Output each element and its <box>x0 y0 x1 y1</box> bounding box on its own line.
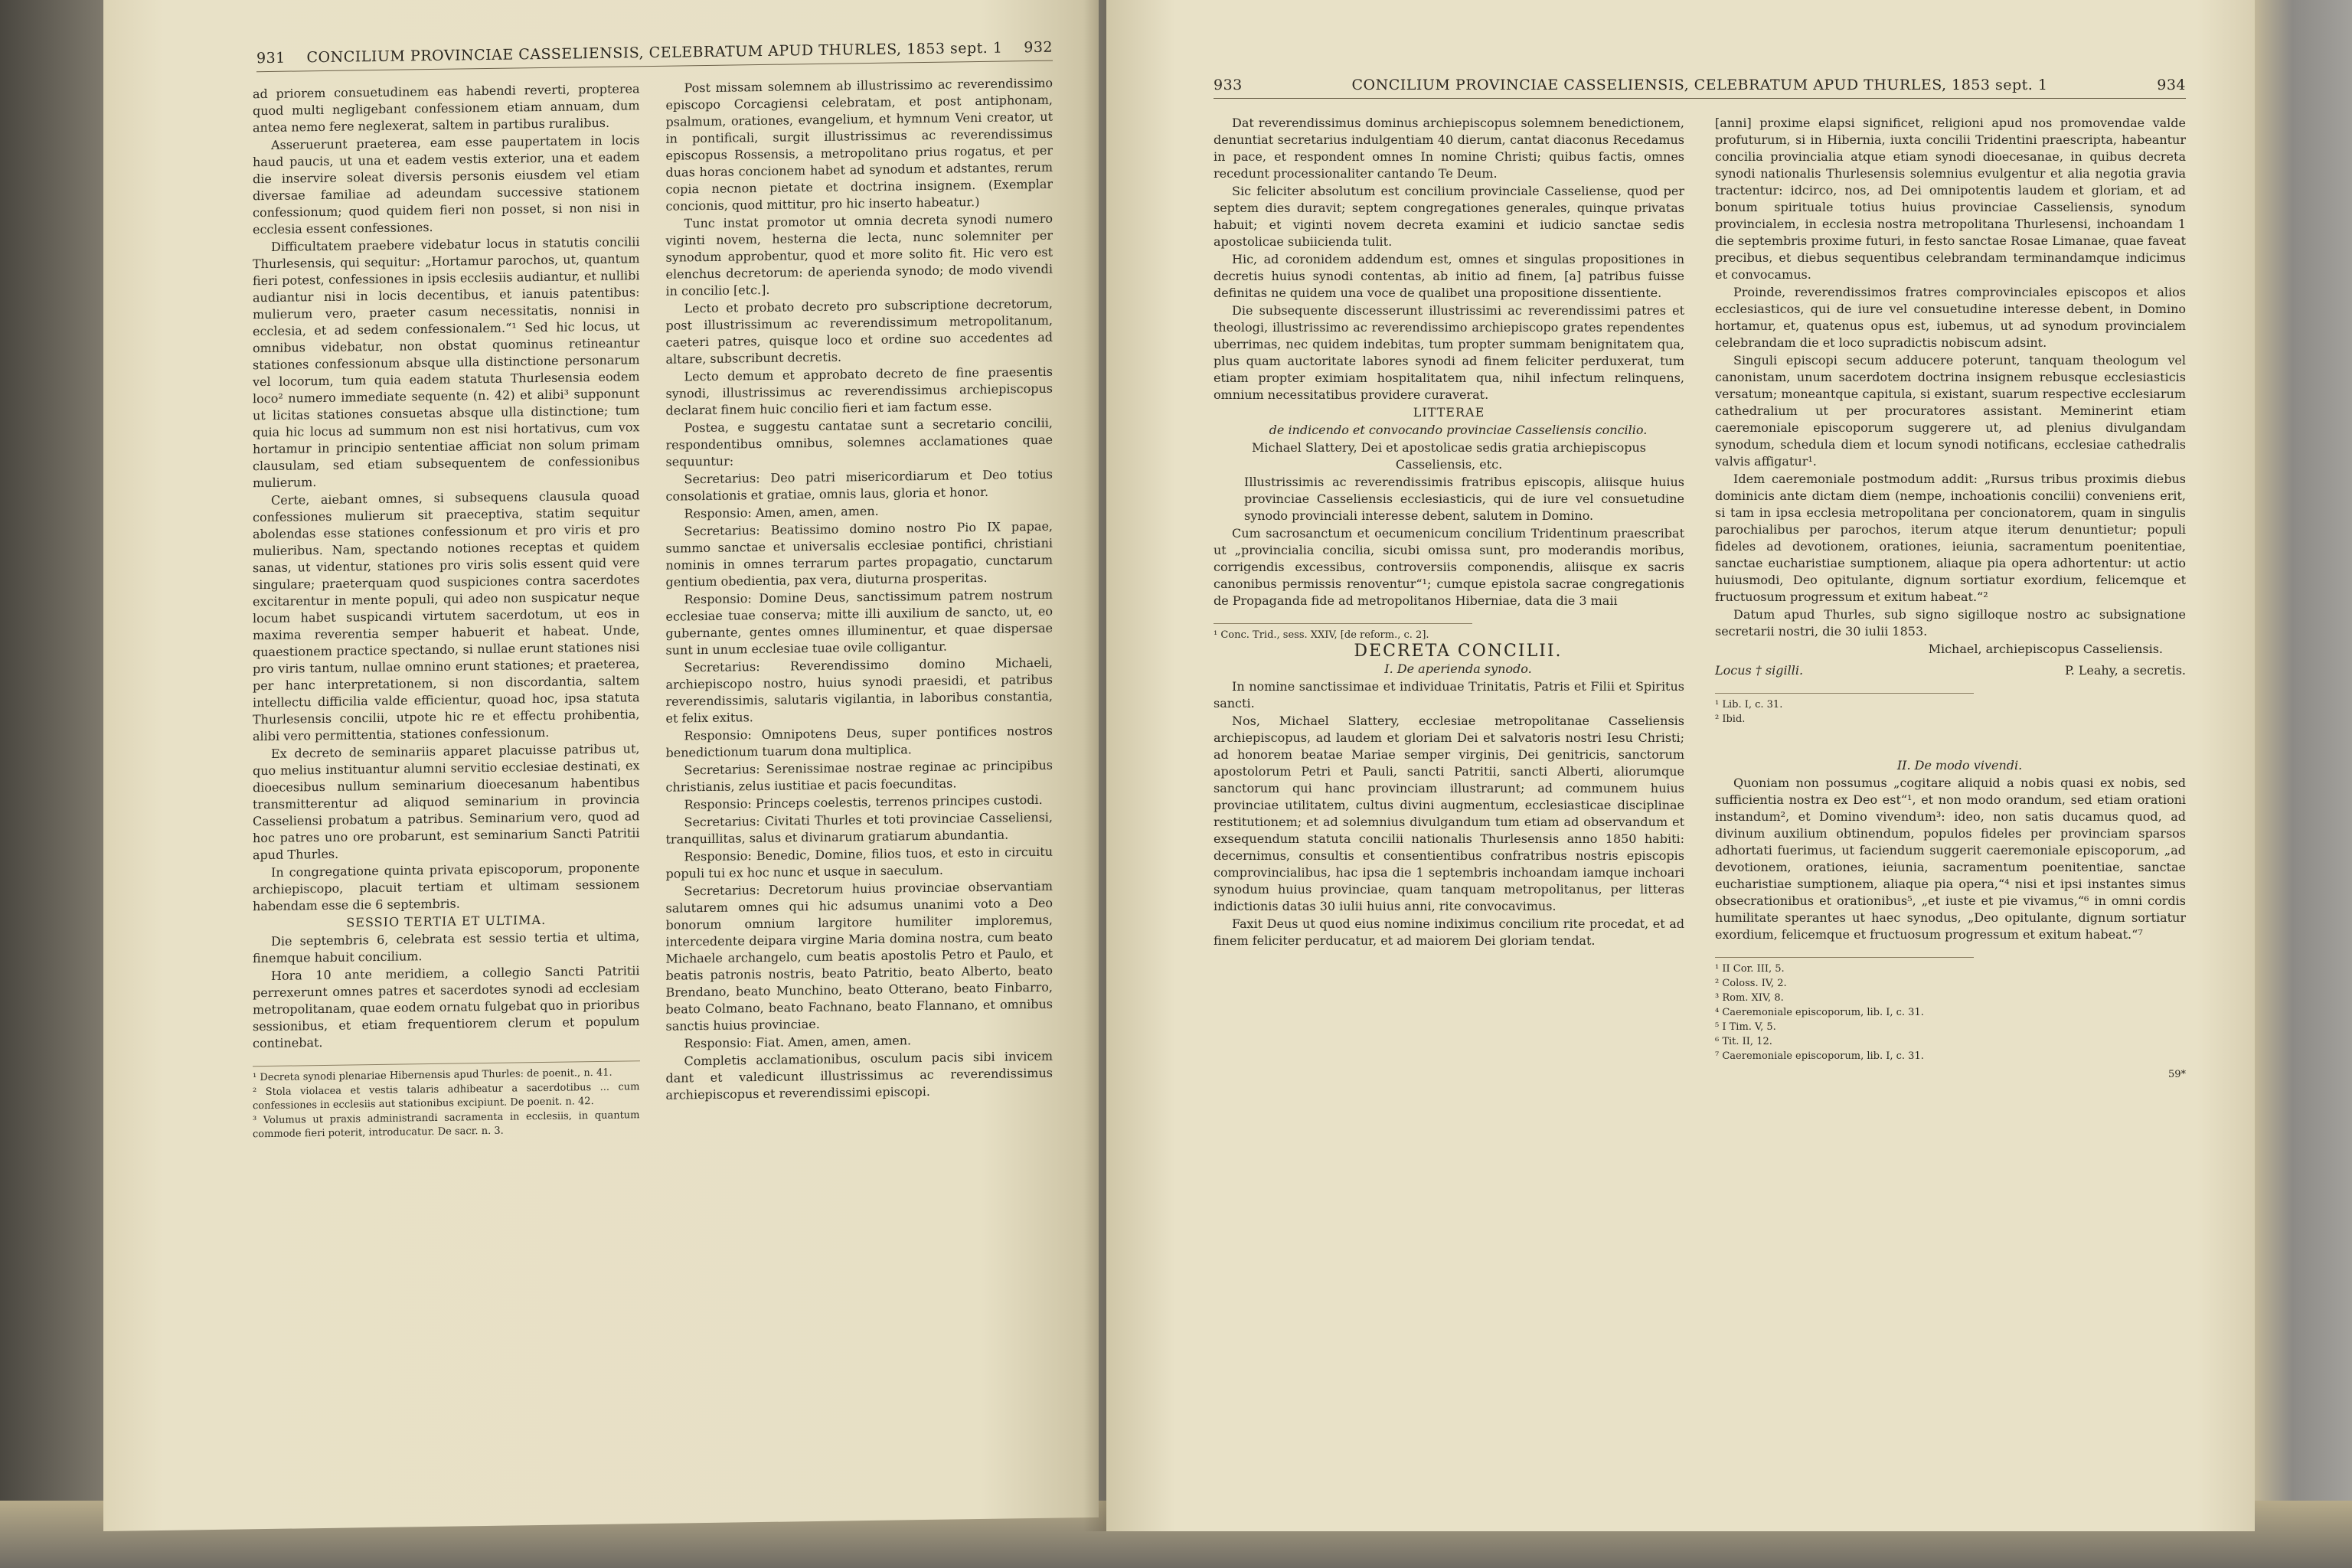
paragraph: Secretarius: Beatissimo domino nostro Pio IX papae, summo sanctae et universalis ecclesiae pontifici, christiani nominis in omnes terrarum partes propagatio, cunctarum gentium obedientia, pax vera, diuturna prosperitas. <box>665 518 1053 590</box>
seal-label: Locus † sigilli. <box>1715 663 1804 678</box>
letter-subtitle: de indicendo et convocando provinciae Casseliensis concilio. <box>1269 423 1648 437</box>
paragraph: Proinde, reverendissimos fratres comprovinciales episcopos et alios ecclesiasticos, qui de iure vel consuetudine interesse debent, in Domino hortamur, et, quatenus opus est, iubemus, ut ad synodum provincialem celebrandam die et loco supradictis nobiscum adsint. <box>1715 285 2186 350</box>
letter-title: LITTERAE <box>1413 405 1485 420</box>
left-page <box>103 0 1099 1531</box>
paragraph: Difficultatem praebere videbatur locus in statutis concilii Thurlesensis, qui sequitur: „Hortamur parochos, ut, quantum fieri potest, confessiones in ipsis ecclesiis audiantur, et nullibi audiantur nisi in locis decentibus, et ianuis patentibus: mulierum vero, praeter casum necessitatis, nonnisi in ecclesia, et ad sedem confessionalem.“¹ Sed hic locus, ut omnibus videbatur, non obstat quominus retineantur stationes confessionum absque ulla distinctione personarum vel locorum, tum quia eadem statuta Thurlesensia eodem loco² numero immediate sequente (n. 42) et alibi³ supponunt ut licitas stationes consuetas absque ulla distinctione; tum quia hic locus ad summum non est nisi hortativus, cum vox hortamur in principio sententiae afficiat non solum primam clausulam, sed etiam subsequentem de confessionibus mulierum. <box>253 234 640 491</box>
section-heading: SESSIO TERTIA ET ULTIMA. <box>346 912 547 930</box>
paragraph: Lecto et probato decreto pro subscriptione decretorum, post illustrissimum ac reverendissimum metropolitanum, caeteri patres, quisque loco et ordine suo accedentes ad altare, subscribunt decretis. <box>665 296 1053 367</box>
paragraph: Die subsequente discesserunt illustrissimi ac reverendissimi patres et theologi, illustrissimo ac reverendissimo archiepiscopo grates rependentes uberrimas, nec quidem indebitas, tum propter summam benignitatem qua, plus quam auctoritate labores synodi ad finem feliciter perduxerat, tum etiam propter eximiam hospitalitatem qua, nihil infectum relinquens, omnium necessitatibus providere curaverat. <box>1214 303 1684 402</box>
paragraph: In congregatione quinta privata episcoporum, proponente archiepiscopo, placuit tertiam et ultimam sessionem habendam esse die 6 septembris. <box>253 860 640 914</box>
footnote: ¹ Conc. Trid., sess. XXIV, [de reform., c. 2]. <box>1214 629 1429 641</box>
secretary-signature: P. Leahy, a secretis. <box>2065 663 2186 678</box>
paragraph: Cum sacrosanctum et oecumenicum concilium Tridentinum praescribat ut „provincialia concilia, sicubi omissa sunt, pro moderandis moribus, corrigendis excessibus, controversiis componendis, aliisque ex sacris canonibus permissis renoventur“¹; cumque epistola sacrae congregationis de Propaganda fide ad metropolitanos Hiberniae, data die 3 maii <box>1214 526 1684 608</box>
paragraph: Singuli episcopi secum adducere poterunt, tanquam theologum vel canonistam, unum sacerdotem doctrina insignem rebusque ecclesiasticis versatum; moneantque capitula, si existant, suarum respective ecclesiarum cathedralium ut per procuratores assistant. Meminerint etiam caeremoniale episcoporum suggerere ut, ad plenius divulgandam synodum, schedula diem et locum synodi notificans, ecclesiae cathedralis valvis affigatur¹. <box>1715 353 2186 469</box>
footnotes <box>253 1060 640 1142</box>
paragraph: Postea, e suggestu cantatae sunt a secretario concilii, respondentibus omnibus, solemnes acclamationes quae sequuntur: <box>665 415 1053 469</box>
paragraph: Asseruerunt praeterea, eam esse paupertatem in locis haud paucis, ut una et eadem vestis exterior, una et eadem die inservire soleat diversis personis eiusdem vel etiam diversae familiae ad adeundam successive stationem confessionum; quod quidem fieri non posset, si non nisi in ecclesia essent confessiones. <box>253 132 640 237</box>
paragraph: Responsio: Benedic, Domine, filios tuos, et esto in circuitu populi tui ex hoc nunc et usque in saeculum. <box>665 844 1053 881</box>
paragraph: Responsio: Fiat. Amen, amen, amen. <box>684 1033 912 1051</box>
paragraph: Sic feliciter absolutum est concilium provinciale Casseliense, quod per septem dies duravit; septem congregationes generales, quinque privatas habuit; et viginti novem decreta examini et iudicio sanctae sedis apostolicae subiicienda tulit. <box>1214 184 1684 249</box>
decree-subheading: II. De modo vivendi. <box>1896 758 2023 773</box>
decreta-title: DECRETA CONCILII. <box>1354 642 1563 661</box>
paragraph: Datum apud Thurles, sub signo sigilloque nostro ac subsignatione secretarii nostri, die 30 iulii 1853. <box>1715 607 2186 639</box>
signature: Michael, archiepiscopus Casseliensis. <box>1928 642 2163 656</box>
paragraph: Lecto demum et approbato decreto de fine praesentis synodi, illustrissimus ac reverendissimus archiepiscopus declarat finem huic concilio fieri et iam factum esse. <box>665 364 1053 418</box>
decree-subheading: I. De aperienda synodo. <box>1384 662 1532 676</box>
paragraph: Secretarius: Civitati Thurles et toti provinciae Casseliensi, tranquillitas, salus et divinarum gratiarum abundantia. <box>665 809 1053 847</box>
signature-mark: 59* <box>2167 1069 2186 1080</box>
right-page <box>1106 0 2255 1531</box>
paragraph: Hic, ad coronidem addendum est, omnes et singulas propositiones in decretis huius synodi contentas, ab initio ad finem, [a] patribus fuisse definitas ne quidem una voce de qualibet una propositione dissentiente. <box>1214 252 1684 300</box>
left-page-number-b: 932 <box>1024 38 1053 57</box>
footnote: ³ Rom. XIV, 8. <box>1715 992 1784 1004</box>
footnotes <box>1715 957 1974 1063</box>
paragraph: Die septembris 6, celebrata est sessio tertia et ultima, finemque habuit concilium. <box>253 929 640 966</box>
background-right-edge <box>2252 0 2352 1568</box>
letter-from: Michael Slattery, Dei et apostolicae sedis gratia archiepiscopus Casseliensis, etc. <box>1251 440 1646 472</box>
footnote: ¹ Decreta synodi plenariae Hibernensis apud Thurles: de poenit., n. 41. <box>253 1067 612 1084</box>
footnote: ⁴ Caeremoniale episcoporum, lib. I, c. 31. <box>1715 1007 1924 1018</box>
footnotes <box>1214 623 1472 642</box>
left-running-head <box>256 39 1053 73</box>
footnote: ² Ibid. <box>1715 714 1746 725</box>
footnotes <box>1715 693 1974 727</box>
left-column-1 <box>253 80 640 1142</box>
footnote: ⁵ I Tim. V, 5. <box>1715 1021 1776 1033</box>
paragraph: Post missam solemnem ab illustrissimo ac reverendissimo episcopo Corcagiensi celebratam, et post antiphonam, psalmum, orationes, evangelium, et hymnum Veni creator, ut in pontificali, surgit illustrissimus ac reverendissimus episcopus Rossensis, a metropolitano prius rogatus, et per duas horas concionem habet ad synodum et adstantes, rerum copia necnon pietate et doctrina insignem. (Exemplar concionis, quod mittitur, pro hic inserto habeatur.) <box>665 75 1053 214</box>
footnote: ¹ Lib. I, c. 31. <box>1715 699 1783 710</box>
paragraph: Completis acclamationibus, osculum pacis sibi invicem dant et valedicunt illustrissimus ac reverendissimus archiepiscopus et reverendissimi episcopi. <box>665 1048 1053 1102</box>
footnote: ⁷ Caeremoniale episcoporum, lib. I, c. 31. <box>1715 1050 1924 1062</box>
paragraph: Faxit Deus ut quod eius nomine indiximus concilium rite procedat, et ad finem feliciter perducatur, et ad maiorem Dei gloriam tendat. <box>1214 916 1684 948</box>
left-head-title: CONCILIUM PROVINCIAE CASSELIENSIS, CELEBRATUM APUD THURLES, 1853 sept. 1 <box>306 39 1003 67</box>
right-head-title: CONCILIUM PROVINCIAE CASSELIENSIS, CELEBRATUM APUD THURLES, 1853 sept. 1 <box>1351 77 2048 93</box>
paragraph: In nomine sanctissimae et individuae Trinitatis, Patris et Filii et Spiritus sancti. <box>1214 679 1684 710</box>
left-column-2 <box>666 75 1054 1137</box>
right-column-2 <box>1715 115 2186 1083</box>
paragraph: Idem caeremoniale postmodum addit: „Rursus tribus proximis diebus dominicis ante dictam diem (nempe, inchoationis concilii) conveniens erit, si tam in ipsa ecclesia metropolitana per concionatorem, quam in singulis parochialibus per parochos, iterum atque iterum denuntietur; populi fideles ad devotionem, orationes, ieiunia, sacramentum poenitentiae, sanctae eucharistiae sumptionem, aliaque pia opera adhortentur: ut actio huiusmodi, Deo opitulante, dignum sortiatur exordium, felicemque et fructuosum progressum et exitum habeat.“² <box>1715 472 2186 604</box>
paragraph: Secretarius: Serenissimae nostrae reginae ac principibus christianis, zelus iustitiae et pacis foecunditas. <box>665 757 1053 795</box>
paragraph: Tunc instat promotor ut omnia decreta synodi numero viginti novem, hesterna die lecta, nunc solemniter per synodum approbentur, quod et more solito fit. Hic vero est elenchus decretorum: de aperienda synodo; de modo vivendi in concilio [etc.]. <box>665 211 1053 299</box>
paragraph: Nos, Michael Slattery, ecclesiae metropolitanae Casseliensis archiepiscopus, ad laudem et gloriam Dei et salvatoris nostri Iesu Christi; ad honorem beatae Mariae semper virginis, Dei genitricis, sanctorum apostolorum Petri et Pauli, sancti Patritii, sancti Alberti, aliorumque sanctorum qui hanc provinciam illustrarunt; ad communem huius provinciae utilitatem, cultus divini augmentum, ecclesiasticae disciplinae restitutionem; et ad solemnius divulgandum tum etiam ad observandum et exsequendum statuta concilii nationalis Thurlesensis anno 1850 habiti: decernimus, consultis et consentientibus confratribus nostris episcopis comprovincialibus, hac ipsa die 1 septembris inchoandam iamque inchoari synodum huius provinciae, quam tanquam metropolitanus, per litteras indictionis datas 30 iulii huius anni, rite convocavimus. <box>1214 714 1684 913</box>
footnote: ² Stola violacea et vestis talaris adhibeatur a sacerdotibus ... cum confessiones in ecclesiis aut stationibus excipiunt. De poenit. n. 42. <box>253 1081 640 1112</box>
left-page-number-a: 931 <box>256 49 286 67</box>
paragraph: Responsio: Amen, amen, amen. <box>684 503 879 521</box>
signature-row <box>1715 662 2186 679</box>
paragraph: Responsio: Omnipotens Deus, super pontifices nostros benedictionum tuarum dona multiplica. <box>665 723 1053 760</box>
paragraph: Ex decreto de seminariis apparet placuisse patribus ut, quo melius instituantur alumni servitio ecclesiae destinati, ex dioecesibus nullum seminarium dioecesanum habentibus transmitterentur ad aliquod seminarium in provincia Casseliensi probatum a patribus. Seminarium vero, quod ad hoc patres uno ore probarunt, est seminarium Sancti Patritii apud Thurles. <box>253 741 640 863</box>
footnote: ³ Volumus ut praxis administrandi sacramenta in ecclesiis, in quantum commode fieri poterit, introducatur. De sacr. n. 3. <box>253 1109 640 1141</box>
right-column-1 <box>1214 115 1684 1083</box>
paragraph: Hora 10 ante meridiem, a collegio Sancti Patritii perrexerunt omnes patres et sacerdotes synodi ad ecclesiam metropolitanam, quae eodem ornatu fulgebat quo in prioribus sessionibus, et etiam frequentiorem clerum et populum continebat. <box>253 963 640 1051</box>
paragraph: Responsio: Princeps coelestis, terrenos principes custodi. <box>684 792 1043 812</box>
footnote: ¹ II Cor. III, 5. <box>1715 963 1785 975</box>
paragraph: [anni] proxime elapsi significet, religioni apud nos promovendae valde profuturum, si in Hibernia, iuxta concilii Tridentini praescripta, habeantur concilia provincialia atque etiam synodi dioecesanae, in quibus decreta synodi nationalis Thurlesensis solemnius evulgentur et alia negotia gravia tractentur: idcirco, nos, ad Dei omnipotentis laudem et gloriam, et ad bonum spirituale totius huius provinciae Casseliensis, synodum provincialem, in ecclesia nostra metropolitana Thurlesensi, inchoandam 1 die septembris proxime futuri, in festo sanctae Rosae Limanae, quae faveat precibus, et diebus sequentibus celebrandam terminandamque indicimus et convocamus. <box>1715 116 2186 282</box>
letter-address-block <box>1214 474 1684 524</box>
paragraph: Responsio: Domine Deus, sanctissimum patrem nostrum ecclesiae tuae conserva; mitte illi auxilium de sancto, ut, eo gubernante, gentes omnes illuminentur, et quae dispersae sunt in unum ecclesiae tuae ovile colligantur. <box>665 586 1053 658</box>
paragraph: ad priorem consuetudinem eas habendi reverti, propterea quod multi negligebant confessionem etiam annuam, dum antea nemo fere neglexerat, saltem in partibus ruralibus. <box>253 81 640 136</box>
footnote: ² Coloss. IV, 2. <box>1715 978 1787 989</box>
right-page-number-b: 934 <box>2157 77 2186 93</box>
paragraph: Certe, aiebant omnes, si subsequens clausula quoad confessiones mulierum sit praeceptiva, statim sequitur abolendas esse stationes confessionum et pro viris et pro mulieribus. Nam, spectando notiones receptas et quidem sanas, ut videntur, stationes pro viris solis essent quid vere singulare; praeterquam quod suspiciones contra sacerdotes excitarentur in mente populi, qui adeo non suspicatur neque locum habet suspicandi virtutem sacerdotum, ut eos in maxima reverentia semper habuerit et habeat. Unde, quaestionem practice spectando, si nullae erunt stationes nisi pro viris tantum, nullae omnino erunt stationes; et praeterea, per hanc interpretationem, si non discordantia, saltem intellectu difficilia valde efficientur, quoad hoc, ipsa statuta Thurlesensis concilii, utpote hic re et effectu prohibentia, alibi vero permittentia, stationes confessionum. <box>253 488 640 744</box>
paragraph: Quoniam non possumus „cogitare aliquid a nobis quasi ex nobis, sed sufficientia nostra ex Deo est“¹, et non modo orandum, sed etiam orationi instandum², et Domino vivendum³: ideo, non satis ducamus quod, ad divinum auxilium obtinendum, populos fideles per provinciam sparsos adhortati fuerimus, ut faciendum suggerit caeremoniale episcoporum, „ad devotionem, orationes, ieiunia, sacramentum poenitentiae, sanctae eucharistiae sumptionem, aliaque pia opera,“⁴ nisi et ipsi instantes simus obsecrationibus et orationibus⁵, „et iuste et pie vivamus,“⁶ in omni cordis humilitate sperantes ut haec synodus, „Deo opitulante, dignum sortiatur exordium, felicemque et fructuosum progressum et exitum habeat.“⁷ <box>1715 776 2186 942</box>
footnote: ⁶ Tit. II, 12. <box>1715 1036 1772 1047</box>
paragraph: Secretarius: Reverendissimo domino Michaeli, archiepiscopo nostro, huius synodi praesidi, et patribus reverendissimis, salutaris vigilantia, in laboribus constantia, et felix exitus. <box>665 655 1053 726</box>
letter-to: Illustrissimis ac reverendissimis fratribus episcopis, aliisque huius provinciae Casseliensis ecclesiasticis, qui de iure vel consuetudine synodo provinciali interesse debent, salutem in Domino. <box>1244 475 1684 523</box>
right-running-head <box>1214 77 2186 99</box>
paragraph: Secretarius: Decretorum huius provinciae observantiam salutarem omnes qui hic adsumus unanimi voto a Deo bonorum omnium largitore humiliter imploremus, intercedente deipara virgine Maria domina nostra, cum beato Michaele archangelo, cum beatis apostolis Petro et Paulo, et beatis patronis nostris, beato Patritio, beato Alberto, beato Brendano, beato Munchino, beato Otterano, beato Finbarro, beato Colmano, beato Fachnano, beato Flannano, et omnibus sanctis huius provinciae. <box>665 878 1053 1034</box>
right-page-number-a: 933 <box>1214 77 1243 93</box>
paragraph: Dat reverendissimus dominus archiepiscopus solemnem benedictionem, denuntiat secretarius indulgentiam 40 dierum, cantat diaconus Recedamus in pace, et respondent omnes In nomine Christi; quibus factis, omnes recedunt processionaliter cantando Te Deum. <box>1214 116 1684 181</box>
paragraph: Secretarius: Deo patri misericordiarum et Deo totius consolationis et gratiae, omnis laus, gloria et honor. <box>665 466 1053 504</box>
